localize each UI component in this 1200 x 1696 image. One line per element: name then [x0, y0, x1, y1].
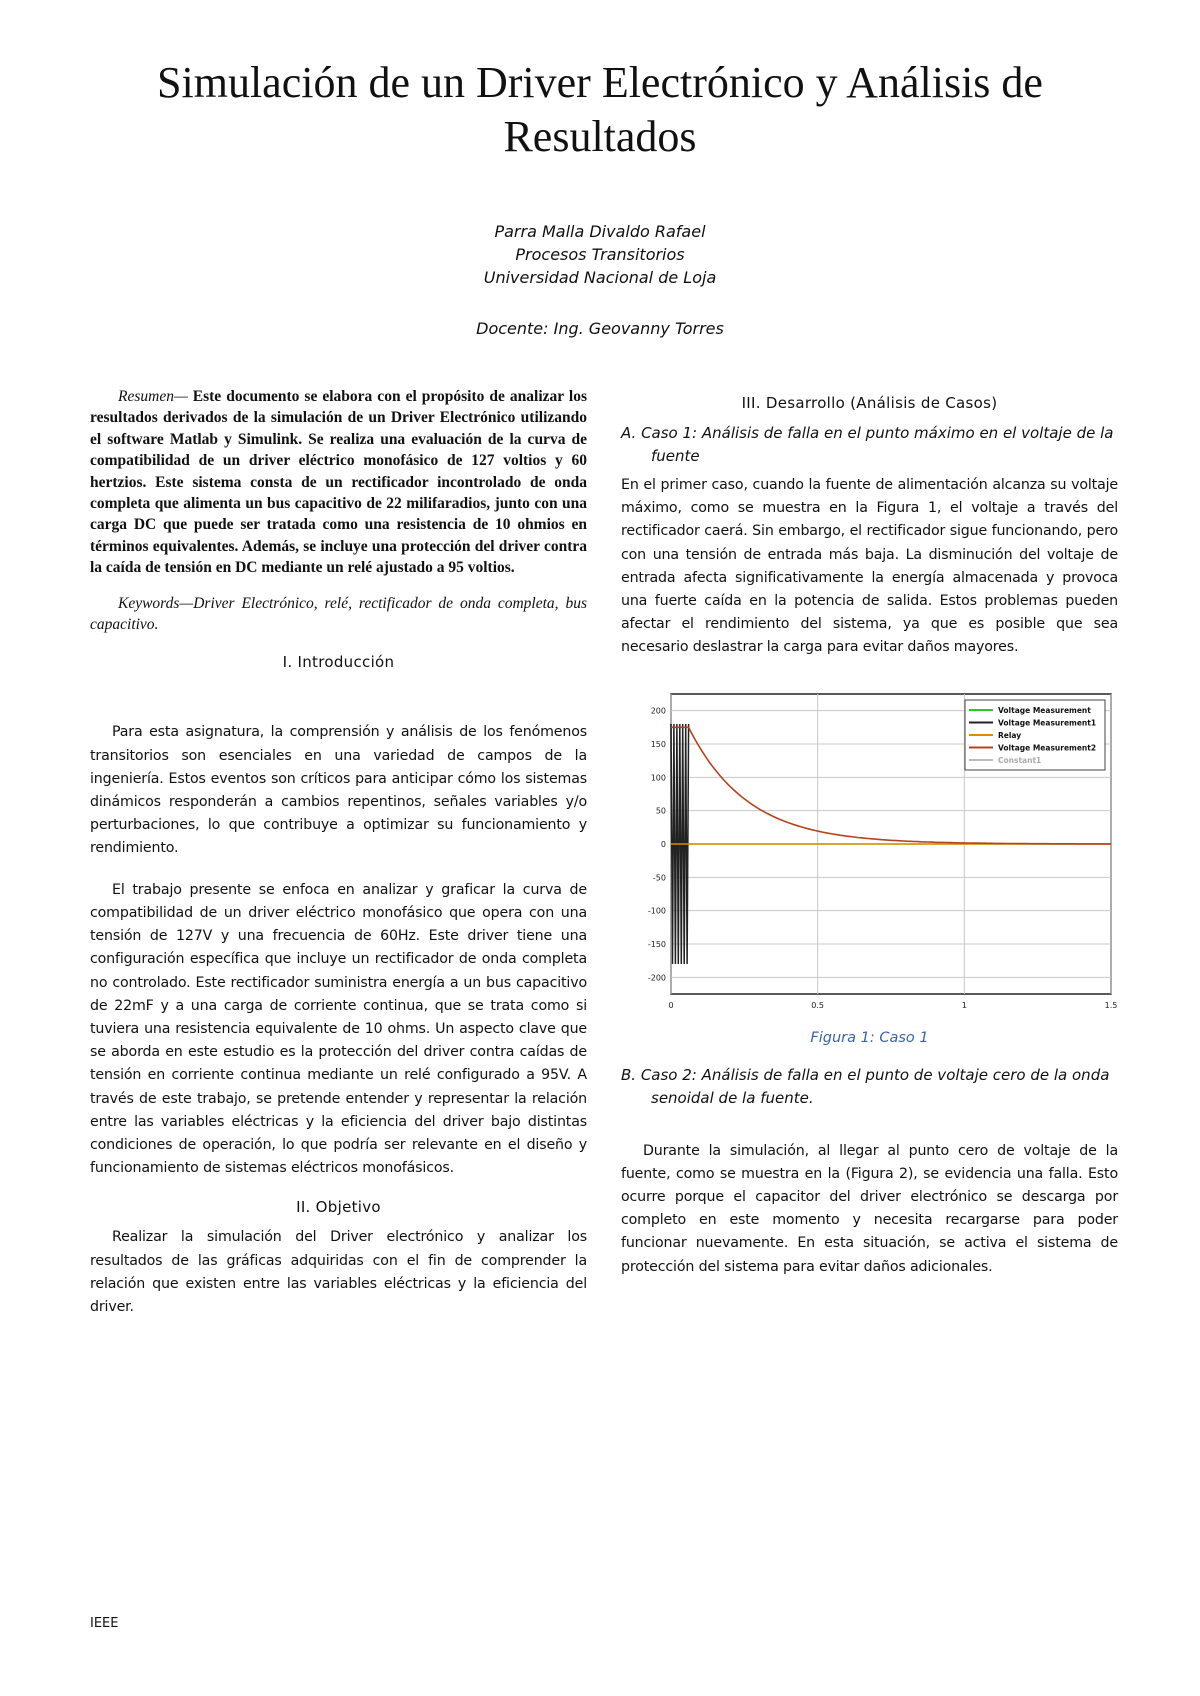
keywords-text: Driver Electrónico, relé, rectificador de onda completa, bus capacitivo.	[90, 594, 587, 634]
subsection-a-paragraph: En el primer caso, cuando la fuente de alimentación alcanza su voltaje máximo, como se muestra en la Figura 1, el voltaje a través del rectificador caerá. Sin embargo, el rectificador sigue funcionando, pero con una tensión de entrada más baja. La disminución del voltaje de entrada afecta significativamente la energía almacenada y provoca una fuerte caída en la potencia de salida. Estos problemas pueden afectar el rendimiento del sistema, ya que es posible que sea necesario deslastrar la carga para evitar daños mayores.	[621, 477, 1118, 656]
author-block	[300, 220, 900, 340]
x-tick-label: 1	[961, 1000, 967, 1010]
footer-label: IEEE	[90, 1616, 119, 1631]
chart-svg	[621, 686, 1118, 1026]
subsection-b-heading: B. Caso 2: Análisis de falla en el punto de voltaje cero de la onda senoidal de la fuente.	[621, 1065, 1110, 1107]
figure-1-caption: Figura 1: Caso 1	[810, 1029, 929, 1046]
left-column	[90, 386, 587, 1319]
x-tick-label: 1.5	[1104, 1000, 1118, 1010]
author-name: Parra Malla Divaldo Rafael	[494, 222, 706, 241]
author-affiliation: Universidad Nacional de Loja	[483, 268, 717, 287]
figure-1-chart	[621, 686, 1118, 1026]
y-tick-label: -100	[647, 906, 666, 916]
keywords-label: Keywords—	[118, 594, 194, 612]
y-tick-label: -150	[647, 939, 666, 949]
y-tick-label: 150	[650, 739, 666, 749]
legend-entry: Voltage Measurement2	[998, 743, 1097, 753]
legend-entry: Voltage Measurement	[998, 705, 1091, 715]
section-heading-objetivo: II. Objetivo	[296, 1198, 381, 1217]
abstract	[90, 386, 587, 579]
intro-paragraph-2: El trabajo presente se enfoca en analizar y graficar la curva de compatibilidad de un driver eléctrico monofásico que opera con una tensión de 127V y una frecuencia de 60Hz. Este driver tiene una configuración específica que incluye un rectificador de onda completa no controlado. Este rectificador suministra energía a un bus capacitivo de 22mF y a una carga de corriente continua, que se trata como si tuviera una resistencia equivalente de 10 ohms. Un aspecto clave que se aborda en este estudio es la protección del driver contra caídas de tensión en corriente continua mediante un relé configurado a 95V. A través de este trabajo, se pretende entender y representar la relación entre las variables eléctricas y la eficiencia del driver bajo distintas condiciones de operación, lo que podría ser relevante en el diseño y funcionamiento de sistemas eléctricos monofásicos.	[90, 881, 587, 1177]
abstract-label: Resumen—	[118, 388, 188, 405]
y-tick-label: -200	[647, 972, 666, 982]
x-tick-label: 0.5	[811, 1000, 825, 1010]
y-tick-label: 0	[660, 839, 666, 849]
abstract-text: Este documento se elabora con el propósito de analizar los resultados derivados de la simulación de un Driver Electrónico utilizando el software Matlab y Simulink. Se realiza una evaluación de la curva de compatibilidad de un driver eléctrico monofásico de 127 voltios y 60 hertzios. Este sistema consta de un rectificador incontrolado de onda completa que alimenta un bus capacitivo de 22 milifaradios, junto con una carga DC que puede ser tratada como una resistencia de 10 ohmios en términos equivalentes. Además, se incluye una protección del driver contra la caída de tensión en DC mediante un relé ajustado a 95 voltios.	[90, 388, 587, 577]
legend-entry: Relay	[998, 730, 1022, 740]
docente-line: Docente: Ing. Geovanny Torres	[476, 319, 724, 338]
subsection-b-paragraph: Durante la simulación, al llegar al punto cero de voltaje de la fuente, como se muestra en la (Figura 2), se evidencia una falla. Esto ocurre porque el capacitor del driver electrónico se descarga por completo en este momento y necesita recargarse para poder funcionar nuevamente. En esta situación, se activa el sistema de protección del sistema para evitar daños adicionales.	[621, 1142, 1118, 1275]
legend-entry: Voltage Measurement1	[998, 718, 1097, 728]
subsection-a-heading: A. Caso 1: Análisis de falla en el punto máximo en el voltaje de la fuente	[621, 424, 1114, 465]
author-course: Procesos Transitorios	[515, 245, 685, 264]
intro-paragraph-1: Para esta asignatura, la comprensión y análisis de los fenómenos transitorios son esenciales en una variedad de campos de la ingeniería. Estos eventos son críticos para anticipar cómo los sistemas dinámicos responderán a cambios repentinos, señales variables y/o perturbaciones, lo que contribuye a optimizar su funcionamiento y rendimiento.	[90, 724, 587, 857]
x-tick-label: 0	[668, 1000, 674, 1010]
y-tick-label: 200	[650, 706, 666, 716]
keywords	[90, 593, 587, 636]
right-column	[621, 386, 1118, 1279]
legend-entry: Constant1	[998, 755, 1042, 765]
y-tick-label: 50	[655, 806, 666, 816]
objetivo-paragraph: Realizar la simulación del Driver electrónico y analizar los resultados de las gráficas adquiridas con el fin de comprender la relación que existen entre las variables eléctricas y la eficiencia del driver.	[90, 1229, 587, 1315]
section-heading-desarrollo: III. Desarrollo (Análisis de Casos)	[741, 394, 998, 412]
paper-title: Simulación de un Driver Electrónico y Análisis de Resultados	[157, 58, 1043, 161]
y-tick-label: -50	[652, 872, 666, 882]
y-tick-label: 100	[650, 772, 666, 782]
section-heading-introduccion: I. Introducción	[282, 653, 395, 672]
